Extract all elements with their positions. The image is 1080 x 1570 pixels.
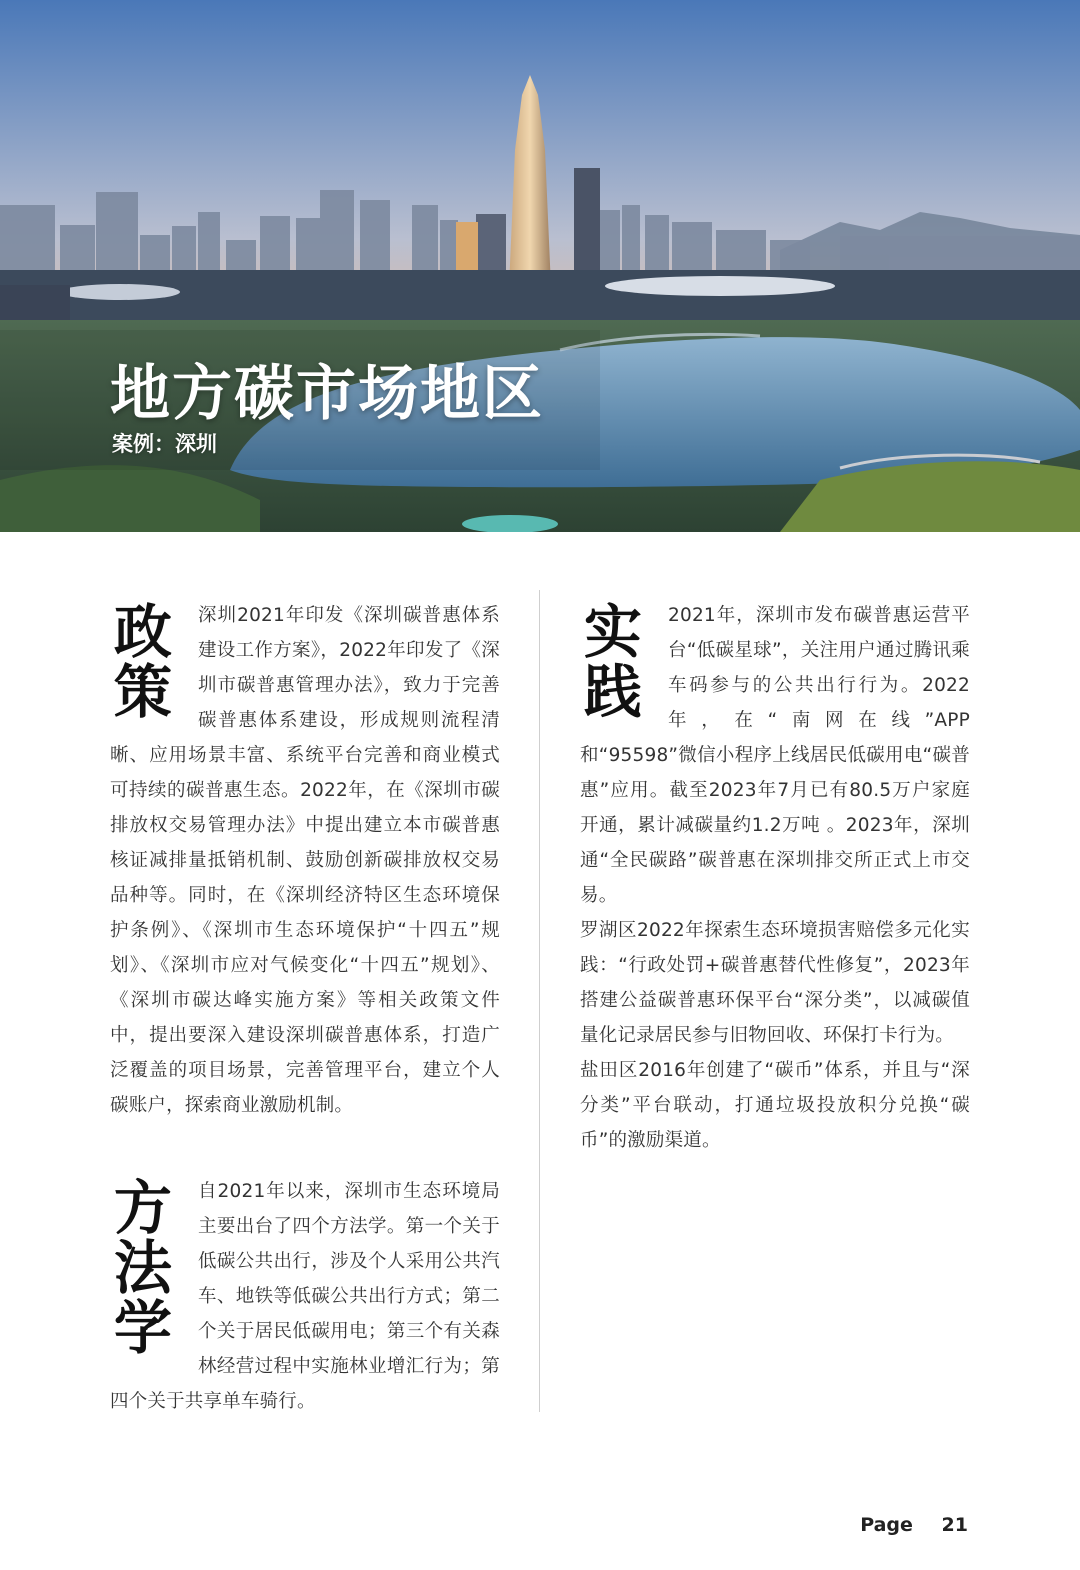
page-footer (860, 1514, 968, 1536)
hero-banner (0, 0, 1080, 532)
page-label: Page (860, 1514, 913, 1536)
practice-text: 2021年，深圳市发布碳普惠运营平台“低碳星球”，关注用户通过腾讯乘车码参与的公共出行行为。2022年，在“南网在线”APP和“95598”微信小程序上线居民低碳用电“碳普惠”应用。截至2023年7月已有80.5万户家庭开通，累计减碳量约1.2万吨 。2023年，深圳通“全民碳路”碳普惠在深圳排交所正式上市交易。 (580, 605, 970, 906)
practice-paragraph-luohu: 罗湖区2022年探索生态环境损害赔偿多元化实践：“行政处罚+碳普惠替代性修复”，2023年搭建公益碳普惠环保平台“深分类”，以减碳值量化记录居民参与旧物回收、环保打卡行为。 (580, 920, 970, 1046)
policy-text: 深圳2021年印发《深圳碳普惠体系建设工作方案》，2022年印发了《深圳市碳普惠管理办法》，致力于完善碳普惠体系建设，形成规则流程清晰、应用场景丰富、系统平台完善和商业模式可持续的碳普惠生态。2022年，在《深圳市碳排放权交易管理办法》中提出建立本市碳普惠核证减排量抵销机制、鼓励创新碳排放权交易品种等。同时，在《深圳经济特区生态环境保护条例》、《深圳市生态环境保护“十四五”规划》、《深圳市应对气候变化“十四五”规划》、《深圳市碳达峰实施方案》等相关政策文件中，提出要深入建设深圳碳普惠体系，打造广泛覆盖的项目场景，完善管理平台，建立个人碳账户，探索商业激励机制。 (110, 605, 500, 1116)
page-title: 地方碳市场地区 (110, 359, 544, 429)
practice-paragraph-yantian: 盐田区2016年创建了“碳币”体系，并且与“深分类”平台联动，打通垃圾投放积分兑换“碳币”的激励渠道。 (580, 1060, 970, 1151)
left-column-lower (110, 1174, 500, 1419)
policy-section (110, 598, 500, 1123)
methodology-heading: 方法学 (113, 1174, 173, 1362)
right-column (580, 598, 970, 1158)
page-number: 21 (941, 1514, 968, 1536)
practice-section (580, 598, 970, 913)
column-divider (539, 590, 540, 1412)
left-column (110, 598, 500, 1123)
methodology-text: 自2021年以来，深圳市生态环境局主要出台了四个方法学。第一个关于低碳公共出行，涉及个人采用公共汽车、地铁等低碳公共出行方式；第二个关于居民低碳用电；第三个有关森林经营过程中实施林业增汇行为；第四个关于共享单车骑行。 (110, 1181, 500, 1412)
practice-heading: 实践 (583, 598, 643, 726)
policy-heading: 政策 (113, 598, 173, 726)
page-subtitle: 案例：深圳 (112, 432, 217, 456)
methodology-section (110, 1174, 500, 1419)
